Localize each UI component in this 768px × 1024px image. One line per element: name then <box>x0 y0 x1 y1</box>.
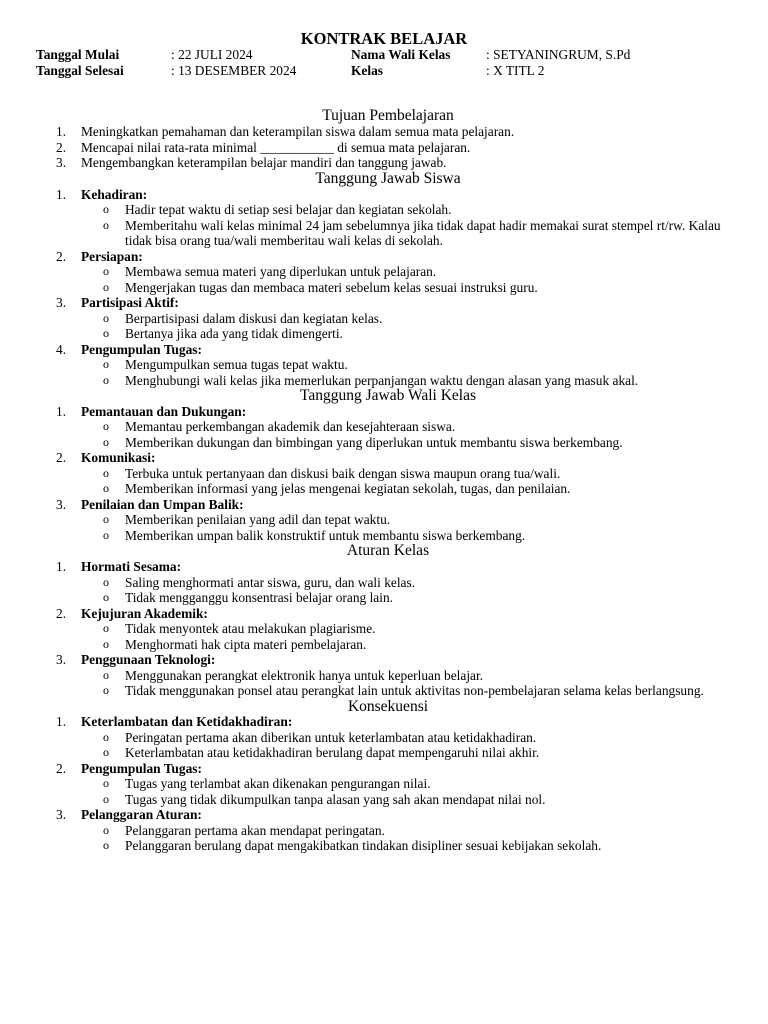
class-rules-list <box>36 559 736 699</box>
section-heading-rules: Aturan Kelas <box>346 542 430 560</box>
group-label: Hormati Sesama: <box>81 559 182 575</box>
sub-item-text: Menggunakan perangkat elektronik hanya untuk keperluan belajar. <box>125 667 484 683</box>
group-label: Pengumpulan Tugas: <box>81 341 202 357</box>
bullet-icon: o <box>103 465 109 480</box>
bullet-icon: o <box>103 822 109 837</box>
list-number: 3. <box>56 295 67 311</box>
sub-list-item <box>81 575 736 591</box>
sub-item-text: Memantau perkembangan akademik dan kesejahteraan siswa. <box>125 419 456 435</box>
sub-list-item <box>81 311 736 327</box>
bullet-icon: o <box>103 326 109 341</box>
list-number: 3. <box>56 496 67 512</box>
list-group <box>36 295 736 342</box>
sub-list-item <box>81 668 736 684</box>
bullet-icon: o <box>103 776 109 791</box>
list-group <box>36 652 736 699</box>
bullet-icon: o <box>103 838 109 853</box>
bullet-icon: o <box>103 527 109 542</box>
sub-item-text: Memberitahu wali kelas minimal 24 jam sebelumnya jika tidak dapat hadir memakai surat stempel rt/rw. Kalau tidak bisa orang tua/wali memberitau wali kelas di sekolah. <box>125 217 721 249</box>
bullet-icon: o <box>103 512 109 527</box>
list-number: 2. <box>56 248 67 264</box>
sub-list <box>81 357 736 388</box>
bullet-icon: o <box>103 636 109 651</box>
sub-list-item <box>81 823 736 839</box>
sub-list <box>81 202 736 249</box>
group-label: Pengumpulan Tugas: <box>81 760 202 776</box>
section-heading-consequences: Konsekuensi <box>347 697 429 715</box>
list-number: 1. <box>56 559 67 575</box>
meta-row-end <box>36 63 736 79</box>
teacher-name-value: : SETYANINGRUM, S.Pd <box>486 47 631 62</box>
sub-list-item <box>81 280 736 296</box>
sub-item-text: Peringatan pertama akan diberikan untuk keterlambatan atau ketidakhadiran. <box>125 729 537 745</box>
bullet-icon: o <box>103 745 109 760</box>
section-heading-student: Tanggung Jawab Siswa <box>315 169 461 187</box>
bullet-icon: o <box>103 683 109 698</box>
sub-list <box>81 823 736 854</box>
bullet-icon: o <box>103 202 109 217</box>
start-date-label: Tanggal Mulai <box>36 47 120 62</box>
meta-row-start <box>36 47 736 63</box>
goal-item <box>36 140 736 156</box>
goal-item <box>36 124 736 140</box>
sub-list <box>81 419 736 450</box>
sub-list-item <box>81 357 736 373</box>
end-date-value: : 13 DESEMBER 2024 <box>171 62 297 78</box>
sub-item-text: Saling menghormati antar siswa, guru, dan wali kelas. <box>125 574 416 590</box>
sub-item-text: Membawa semua materi yang diperlukan untuk pelajaran. <box>125 264 437 280</box>
goal-text: Mencapai nilai rata-rata minimal ___________ di semua mata pelajaran. <box>81 139 471 155</box>
list-number: 2. <box>56 139 67 155</box>
sub-item-text: Bertanya jika ada yang tidak dimengerti. <box>125 326 343 342</box>
list-number: 2. <box>56 760 67 776</box>
sub-item-text: Memberikan dukungan dan bimbingan yang diperlukan untuk membantu siswa berkembang. <box>125 434 623 450</box>
goal-item <box>36 155 736 171</box>
sub-item-text: Tidak menggunakan ponsel atau perangkat lain untuk aktivitas non-pembelajaran selama kelas berlangsung. <box>125 683 704 699</box>
sub-list-item <box>81 373 736 389</box>
sub-list-item <box>81 637 736 653</box>
bullet-icon: o <box>103 419 109 434</box>
sub-list-item <box>81 621 736 637</box>
teacher-responsibilities-list <box>36 404 736 544</box>
list-group <box>36 559 736 606</box>
sub-item-text: Menghormati hak cipta materi pembelajaran. <box>125 636 367 652</box>
sub-item-text: Memberikan penilaian yang adil dan tepat waktu. <box>125 512 391 528</box>
sub-list-item <box>81 419 736 435</box>
sub-list <box>81 466 736 497</box>
sub-list-item <box>81 776 736 792</box>
sub-item-text: Keterlambatan atau ketidakhadiran berulang dapat mempengaruhi nilai akhir. <box>125 745 540 761</box>
consequences-list <box>36 714 736 854</box>
sub-item-text: Pelanggaran berulang dapat mengakibatkan tindakan disipliner sesuai kebijakan sekolah. <box>125 838 602 854</box>
sub-list <box>81 730 736 761</box>
sub-item-text: Tugas yang tidak dikumpulkan tanpa alasan yang sah akan mendapat nilai nol. <box>125 791 546 807</box>
bullet-icon: o <box>103 264 109 279</box>
sub-list-item <box>81 745 736 761</box>
goal-text: Mengembangkan keterampilan belajar mandiri dan tanggung jawab. <box>81 155 447 171</box>
class-label: Kelas <box>351 62 383 78</box>
list-group <box>36 761 736 808</box>
list-group <box>36 342 736 389</box>
list-group <box>36 187 736 249</box>
sub-list-item <box>81 264 736 280</box>
group-label: Komunikasi: <box>81 450 156 466</box>
bullet-icon: o <box>103 357 109 372</box>
group-label: Penilaian dan Umpan Balik: <box>81 496 244 512</box>
list-number: 2. <box>56 605 67 621</box>
sub-list-item <box>81 590 736 606</box>
list-group <box>36 404 736 451</box>
sub-item-text: Mengumpulkan semua tugas tepat waktu. <box>125 357 348 373</box>
bullet-icon: o <box>103 310 109 325</box>
sub-list <box>81 621 736 652</box>
sub-item-text: Tidak menyontek atau melakukan plagiarisme. <box>125 621 376 637</box>
list-number: 3. <box>56 652 67 668</box>
bullet-icon: o <box>103 279 109 294</box>
teacher-name-label: Nama Wali Kelas <box>351 47 451 62</box>
sub-list-item <box>81 218 736 249</box>
list-number: 1. <box>56 714 67 730</box>
list-number: 1. <box>56 186 67 202</box>
sub-list-item <box>81 792 736 808</box>
bullet-icon: o <box>103 574 109 589</box>
list-number: 3. <box>56 155 67 171</box>
sub-list-item <box>81 512 736 528</box>
section-heading-goals: Tujuan Pembelajaran <box>322 107 454 124</box>
sub-list-item <box>81 683 736 699</box>
sub-list-item <box>81 466 736 482</box>
group-label: Partisipasi Aktif: <box>81 295 179 311</box>
sub-list-item <box>81 730 736 746</box>
sub-item-text: Berpartisipasi dalam diskusi dan kegiatan kelas. <box>125 310 383 326</box>
sub-list-item <box>81 435 736 451</box>
list-group <box>36 714 736 761</box>
sub-item-text: Terbuka untuk pertanyaan dan diskusi baik dengan siswa maupun orang tua/wali. <box>125 465 561 481</box>
document-title: KONTRAK BELAJAR <box>300 29 468 48</box>
student-responsibilities-list <box>36 187 736 389</box>
group-label: Pemantauan dan Dukungan: <box>81 403 247 419</box>
sub-item-text: Mengerjakan tugas dan membaca materi sebelum kelas sesuai instruksi guru. <box>125 279 538 295</box>
sub-item-text: Pelanggaran pertama akan mendapat peringatan. <box>125 822 385 838</box>
sub-item-text: Memberikan umpan balik konstruktif untuk membantu siswa berkembang. <box>125 527 526 543</box>
bullet-icon: o <box>103 729 109 744</box>
list-group <box>36 807 736 854</box>
list-number: 4. <box>56 341 67 357</box>
bullet-icon: o <box>103 372 109 387</box>
goal-text: Meningkatkan pemahaman dan keterampilan siswa dalam semua mata pelajaran. <box>81 124 515 140</box>
list-group <box>36 450 736 497</box>
sub-list-item <box>81 528 736 544</box>
group-label: Pelanggaran Aturan: <box>81 807 202 823</box>
list-number: 3. <box>56 807 67 823</box>
contract-meta <box>36 47 736 78</box>
sub-list <box>81 575 736 606</box>
sub-list-item <box>81 838 736 854</box>
sub-list-item <box>81 202 736 218</box>
section-heading-teacher: Tanggung Jawab Wali Kelas <box>299 387 477 405</box>
bullet-icon: o <box>103 434 109 449</box>
bullet-icon: o <box>103 481 109 496</box>
end-date-label: Tanggal Selesai <box>36 62 124 78</box>
bullet-icon: o <box>103 217 109 232</box>
start-date-value: : 22 JULI 2024 <box>171 47 253 62</box>
group-label: Kehadiran: <box>81 186 148 202</box>
list-group <box>36 606 736 653</box>
group-label: Keterlambatan dan Ketidakhadiran: <box>81 714 293 730</box>
sub-list <box>81 264 736 295</box>
list-group <box>36 497 736 544</box>
goals-list <box>36 124 736 171</box>
sub-list <box>81 668 736 699</box>
list-number: 1. <box>56 403 67 419</box>
sub-item-text: Menghubungi wali kelas jika memerlukan perpanjangan waktu dengan alasan yang masuk akal. <box>125 372 639 388</box>
sub-list <box>81 311 736 342</box>
group-label: Penggunaan Teknologi: <box>81 652 216 668</box>
list-group <box>36 249 736 296</box>
sub-item-text: Memberikan informasi yang jelas mengenai kegiatan sekolah, tugas, dan penilaian. <box>125 481 571 497</box>
list-number: 2. <box>56 450 67 466</box>
class-value: : X TITL 2 <box>486 62 545 78</box>
sub-item-text: Tidak mengganggu konsentrasi belajar orang lain. <box>125 590 394 606</box>
sub-item-text: Hadir tepat waktu di setiap sesi belajar dan kegiatan sekolah. <box>125 202 452 218</box>
group-label: Kejujuran Akademik: <box>81 605 208 621</box>
sub-list-item <box>81 326 736 342</box>
bullet-icon: o <box>103 621 109 636</box>
document-body <box>36 108 736 854</box>
group-label: Persiapan: <box>81 248 143 264</box>
sub-list <box>81 512 736 543</box>
bullet-icon: o <box>103 791 109 806</box>
sub-item-text: Tugas yang terlambat akan dikenakan pengurangan nilai. <box>125 776 431 792</box>
sub-list-item <box>81 481 736 497</box>
bullet-icon: o <box>103 667 109 682</box>
list-number: 1. <box>56 124 67 140</box>
bullet-icon: o <box>103 590 109 605</box>
sub-list <box>81 776 736 807</box>
